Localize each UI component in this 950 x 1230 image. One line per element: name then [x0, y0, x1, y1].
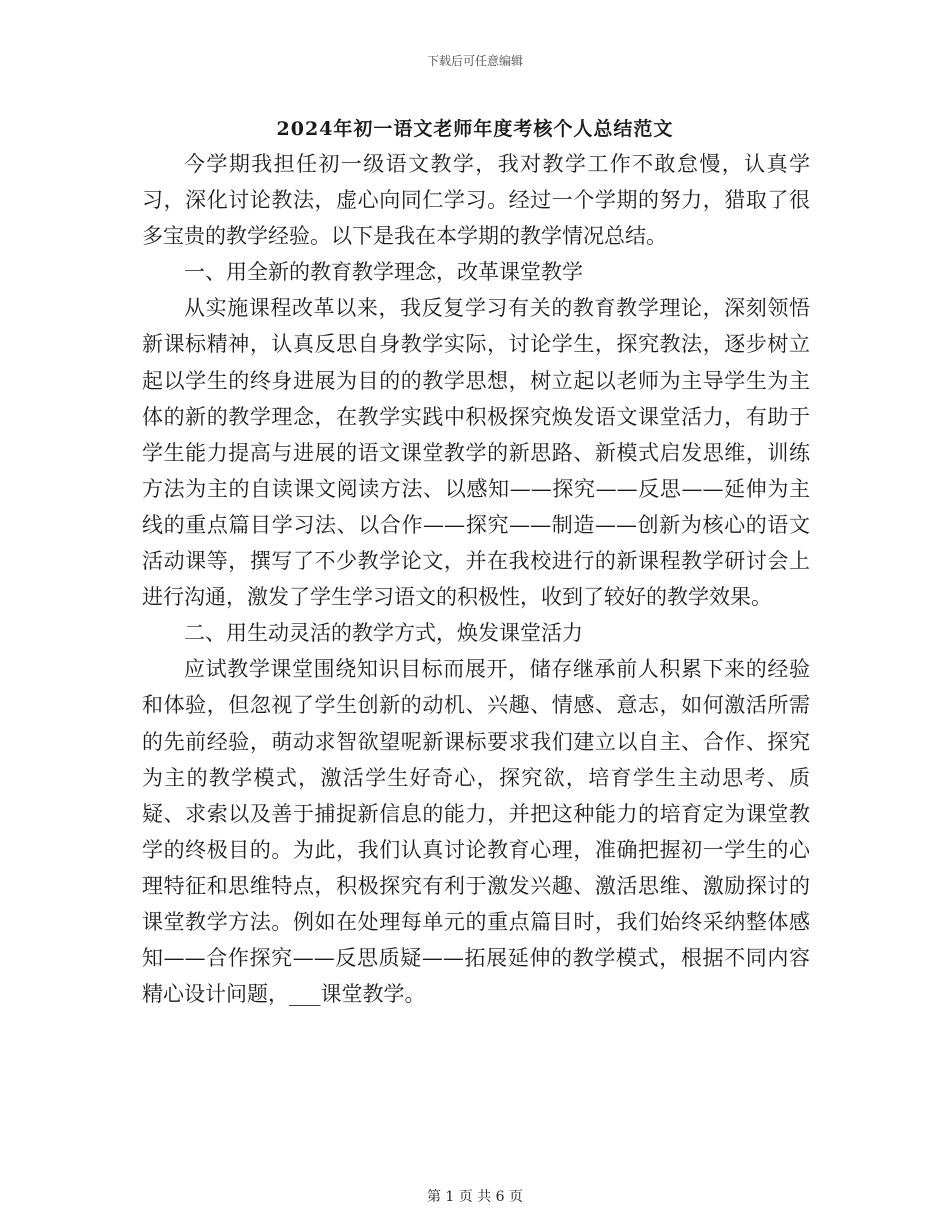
document-body: [142, 146, 810, 1012]
page-header-note: 下载后可任意编辑: [426, 54, 523, 68]
page-number: 第 1 页 共 6 页: [426, 1189, 524, 1205]
document-title: 2024年初一语文老师年度考核个人总结范文: [276, 118, 674, 140]
paragraph-section-2: 应试教学课堂围绕知识目标而展开，储存继承前人积累下来的经验和体验，但忽视了学生创新的动机、兴趣、情感、意志，如何激活所需的先前经验，萌动求智欲望呢新课标要求我们建立以自主、合作、探究为主的教学模式，激活学生好奇心，探究欲，培育学生主动思考、质疑、求索以及善于捕捉新信息的能力，并把这种能力的培育定为课堂教学的终极目的。为此，我们认真讨论教育心理，准确把握初一学生的心理特征和思维特点，积极探究有利于激发兴趣、激活思维、激励探讨的课堂教学方法。例如在处理每单元的重点篇目时，我们始终采纳整体感知——合作探究——反思质疑——拓展延伸的教学模式，根据不同内容精心设计问题，___课堂教学。: [142, 657, 810, 1007]
section-heading-2: 二、用生动灵活的教学方式，焕发课堂活力: [184, 621, 583, 646]
section-heading-1: 一、用全新的教育教学理念，改革课堂教学: [184, 260, 583, 285]
paragraph-intro: 今学期我担任初一级语文教学，我对教学工作不敢怠慢，认真学习，深化讨论教法，虚心向同仁学习。经过一个学期的努力，猎取了很多宝贵的教学经验。以下是我在本学期的教学情况总结。: [142, 152, 810, 249]
paragraph-section-1: 从实施课程改革以来，我反复学习有关的教育教学理论，深刻领悟新课标精神，认真反思自身教学实际，讨论学生，探究教法，逐步树立起以学生的终身进展为目的的教学思想，树立起以老师为主导学生为主体的新的教学理念，在教学实践中积极探究焕发语文课堂活力，有助于学生能力提高与进展的语文课堂教学的新思路、新模式启发思维，训练方法为主的自读课文阅读方法、以感知——探究——反思——延伸为主线的重点篇目学习法、以合作——探究——制造——创新为核心的语文活动课等，撰写了不少教学论文，并在我校进行的新课程教学研讨会上进行沟通，激发了学生学习语文的积极性，收到了较好的教学效果。: [142, 296, 810, 610]
